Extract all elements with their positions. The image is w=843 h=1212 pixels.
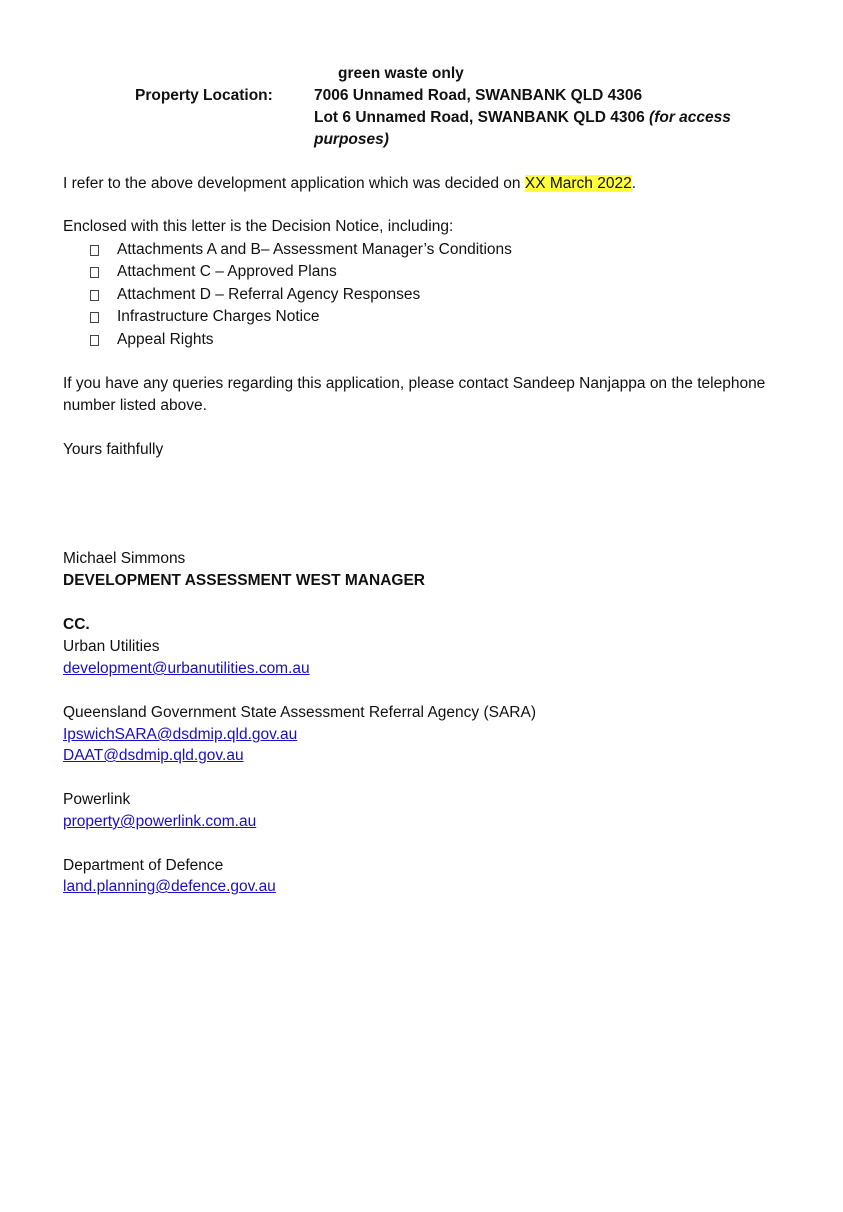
cc-email-link[interactable]: property@powerlink.com.au (63, 813, 257, 830)
signatory-name: Michael Simmons (63, 550, 186, 567)
signatory-title: DEVELOPMENT ASSESSMENT WEST MANAGER (63, 572, 425, 589)
use-continuation: green waste only (338, 65, 464, 82)
bullet-box-icon (90, 290, 99, 301)
property-address-2-text: Lot 6 Unnamed Road, SWANBANK QLD 4306 (314, 109, 645, 126)
closing: Yours faithfully (63, 441, 164, 458)
decided-sentence (63, 173, 636, 195)
property-address-2-note: (for access (649, 109, 731, 126)
queries-line-1: If you have any queries regarding this application, please contact Sandeep Nanjappa on the telephone (63, 375, 766, 392)
cc-org-urban-utilities: Urban Utilities (63, 638, 160, 655)
property-address-2-note-cont (314, 129, 389, 151)
bullet-box-icon (90, 267, 99, 278)
enclosure-item: Infrastructure Charges Notice (117, 308, 320, 325)
property-location-label: Property Location: (135, 87, 273, 104)
queries-line-2: number listed above. (63, 397, 207, 414)
decided-prefix: I refer to the above development application which was decided on (63, 175, 525, 192)
bullet-box-icon (90, 312, 99, 323)
enclosure-item: Attachments A and B– Assessment Manager’s Conditions (117, 241, 512, 258)
bullet-box-icon (90, 335, 99, 346)
cc-email-link[interactable]: IpswichSARA@dsdmip.qld.gov.au (63, 726, 298, 743)
enclosure-item: Attachment C – Approved Plans (117, 263, 337, 280)
cc-org-powerlink: Powerlink (63, 791, 131, 808)
enclosure-item: Appeal Rights (117, 331, 214, 348)
property-address-1: 7006 Unnamed Road, SWANBANK QLD 4306 (314, 87, 643, 104)
property-address-2 (314, 107, 731, 129)
cc-org-sara: Queensland Government State Assessment Referral Agency (SARA) (63, 704, 536, 721)
cc-email-link[interactable]: DAAT@dsdmip.qld.gov.au (63, 747, 244, 764)
cc-org-defence: Department of Defence (63, 857, 224, 874)
decided-suffix: . (631, 175, 637, 192)
cc-email-link[interactable]: land.planning@defence.gov.au (63, 878, 276, 895)
enclosed-intro: Enclosed with this letter is the Decision Notice, including: (63, 218, 454, 235)
cc-email-link[interactable]: development@urbanutilities.com.au (63, 660, 310, 677)
decided-date: XX March 2022 (524, 175, 632, 192)
enclosure-item: Attachment D – Referral Agency Responses (117, 286, 421, 303)
bullet-box-icon (90, 245, 99, 256)
property-address-2-note-b: purposes) (314, 131, 389, 148)
cc-label: CC. (63, 616, 90, 633)
